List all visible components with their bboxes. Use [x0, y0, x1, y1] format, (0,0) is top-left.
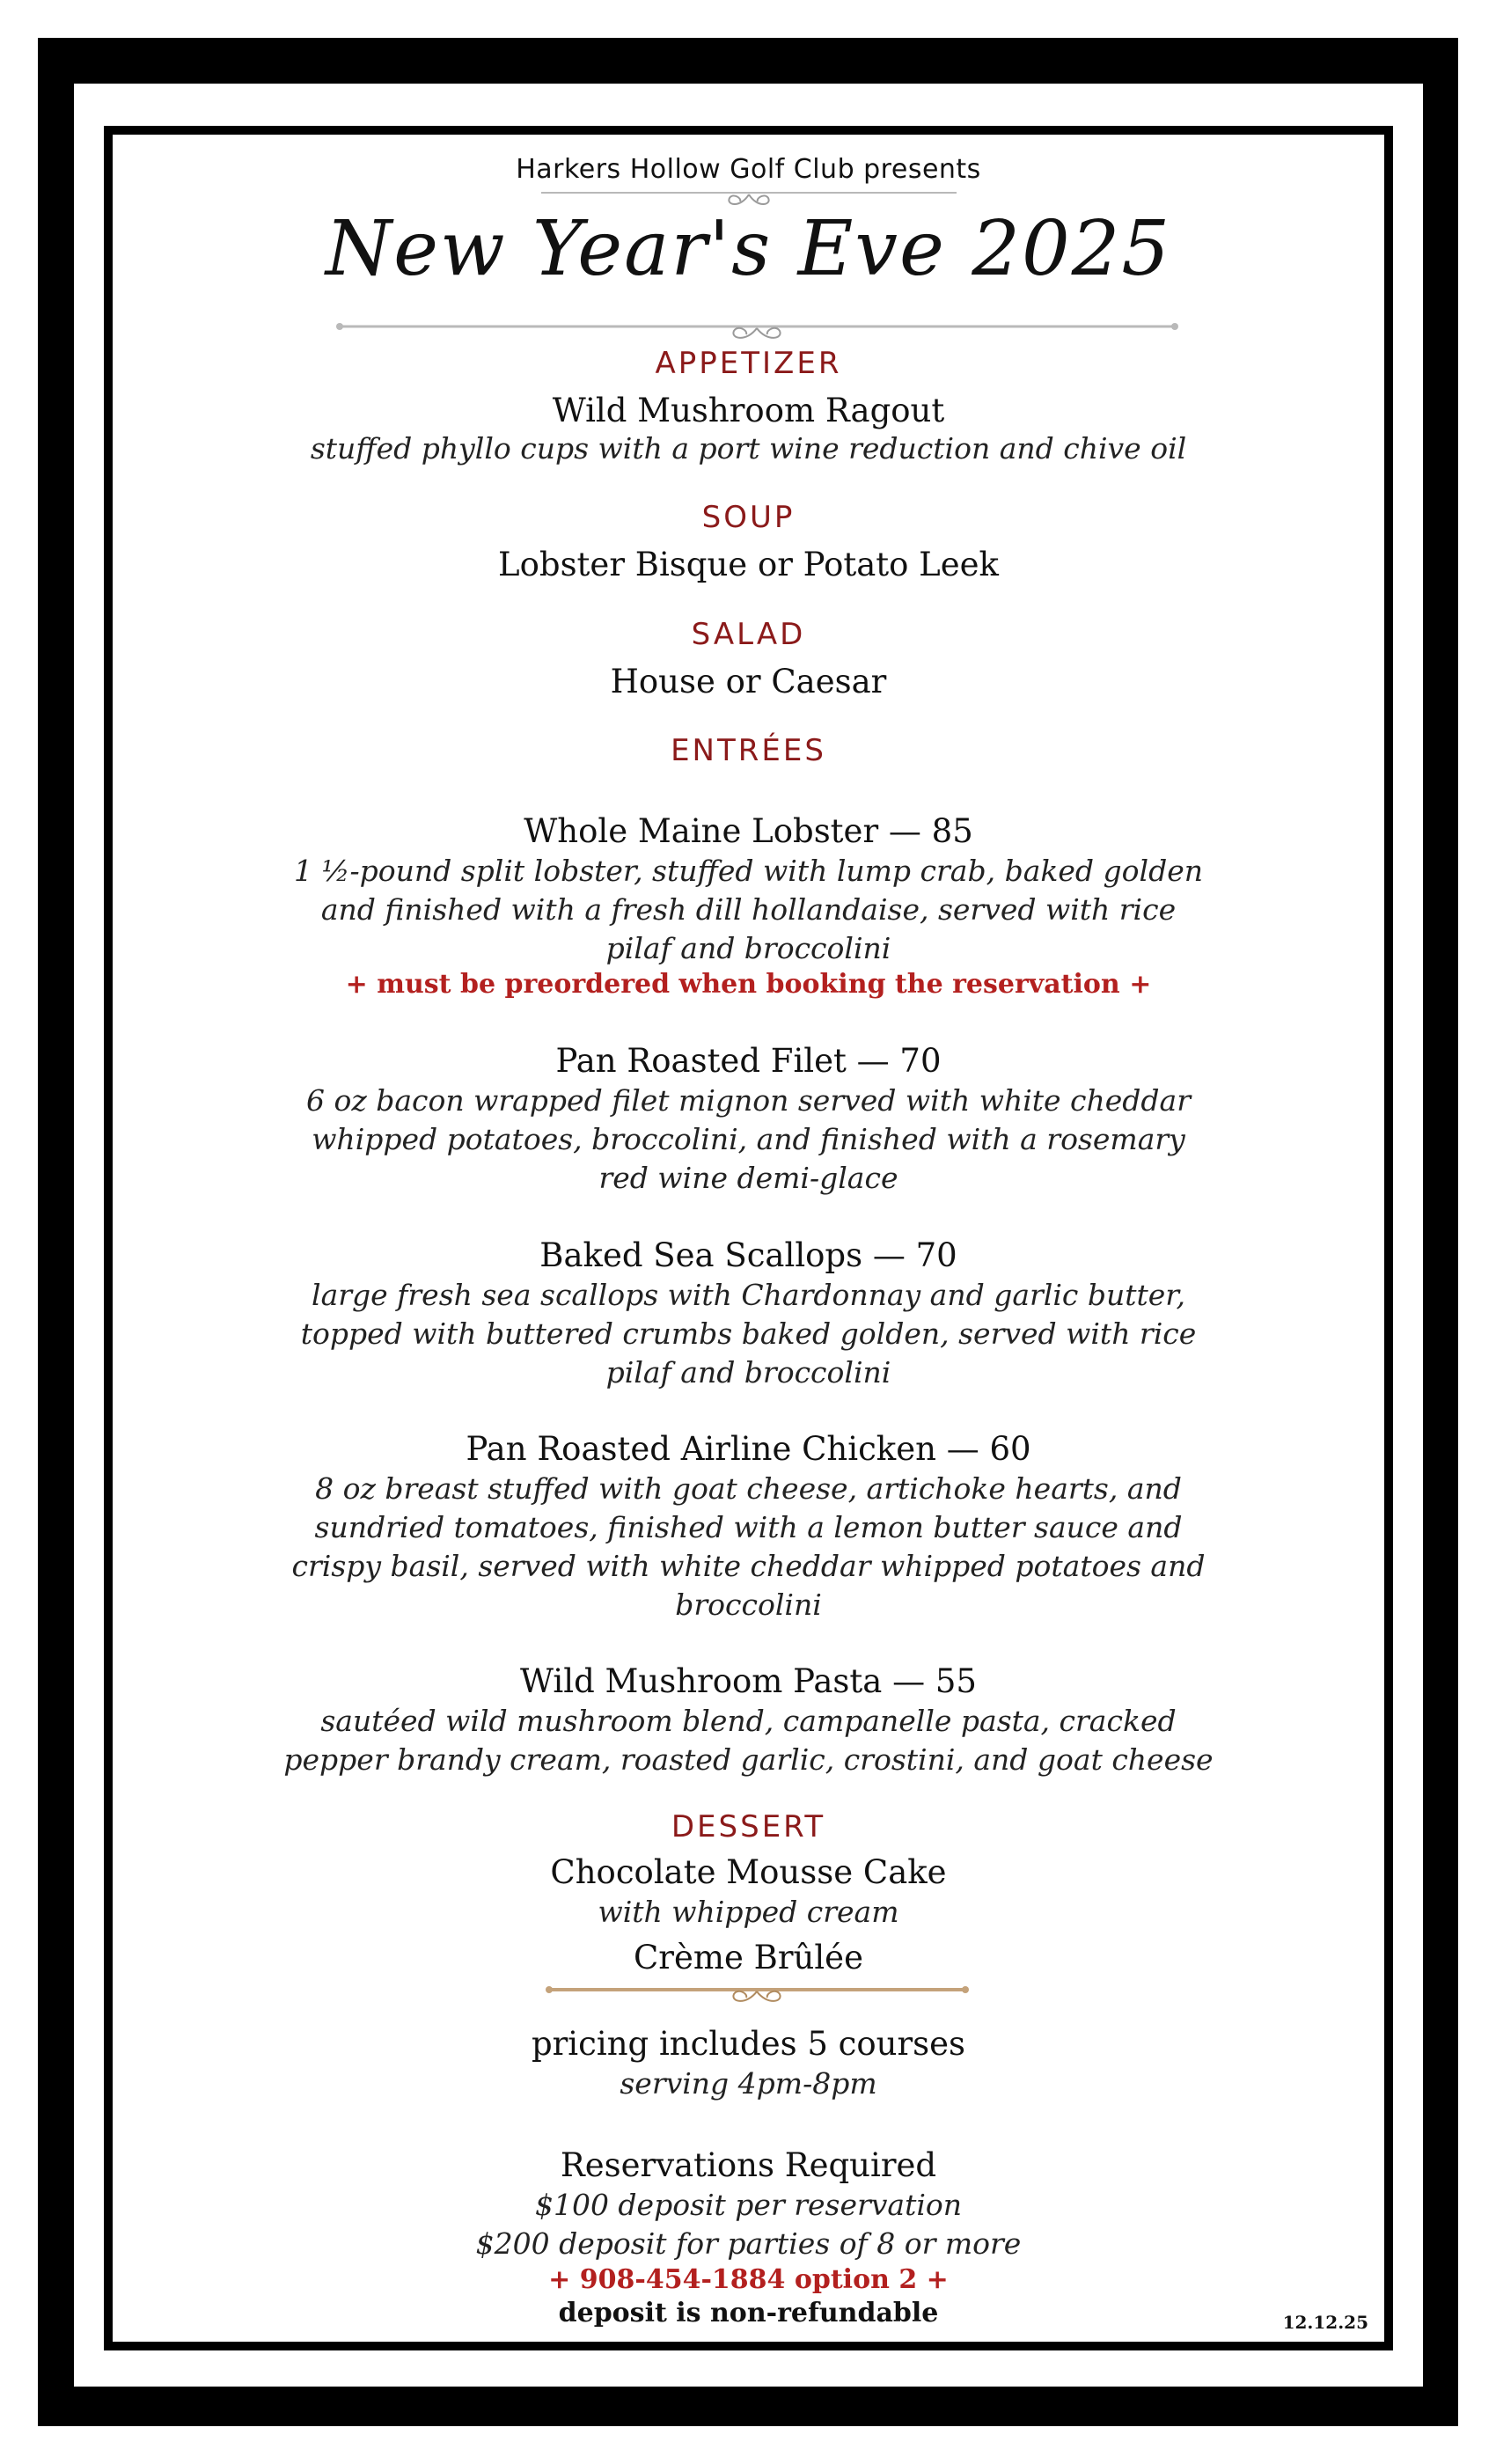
entree-item-desc-line: red wine demi-glace [598, 1161, 898, 1195]
menu-card [104, 126, 1393, 2350]
entree-item-desc-line: large fresh sea scallops with Chardonnay and garlic butter, [312, 1278, 1185, 1312]
dessert-item-name: Chocolate Mousse Cake [550, 1853, 947, 1891]
salad-name: House or Caesar [610, 663, 887, 700]
soup-name: Lobster Bisque or Potato Leek [498, 546, 999, 583]
entree-item-desc-line: pepper brandy cream, roasted garlic, crostini, and goat cheese [283, 1742, 1214, 1777]
date-stamp: 12.12.25 [1282, 2312, 1368, 2333]
section-entrees: ENTRÉES [671, 733, 826, 768]
pricing-line: pricing includes 5 courses [531, 2025, 966, 2063]
appetizer-desc: stuffed phyllo cups with a port wine reduction and chive oil [310, 431, 1187, 466]
section-salad: SALAD [691, 617, 806, 652]
party-deposit: $200 deposit for parties of 8 or more [475, 2226, 1022, 2261]
entree-item-desc-line: 6 oz bacon wrapped filet mignon served with white cheddar [305, 1083, 1192, 1118]
entree-item-desc-line: pilaf and broccolini [605, 931, 891, 965]
section-dessert: DESSERT [671, 1809, 826, 1844]
entree-item-desc-line: crispy basil, served with white cheddar whipped potatoes and [291, 1549, 1206, 1583]
deposit-policy: deposit is non-refundable [558, 2298, 939, 2328]
dessert-item-name: Crème Brûlée [634, 1939, 863, 1976]
serving-hours: serving 4pm-8pm [620, 2066, 877, 2101]
reservations-heading: Reservations Required [560, 2146, 937, 2184]
entree-item-desc-line: and finished with a fresh dill hollandaise, served with rice [320, 892, 1177, 927]
appetizer-name: Wild Mushroom Ragout [552, 392, 945, 429]
ornament-divider-gold [544, 1983, 971, 2006]
preorder-note: + must be preordered when booking the reservation + [345, 969, 1152, 1000]
reservation-deposit: $100 deposit per reservation [534, 2188, 963, 2222]
entree-item-desc-line: sautéed wild mushroom blend, campanelle pasta, cracked [320, 1704, 1177, 1738]
entree-item-name: Pan Roasted Filet — 70 [555, 1042, 942, 1080]
dessert-item-desc: with whipped cream [598, 1895, 899, 1929]
event-title: New Year's Eve 2025 [325, 205, 1172, 293]
entree-item-name: Whole Maine Lobster — 85 [524, 812, 973, 850]
entree-item-desc-line: whipped potatoes, broccolini, and finished with a rosemary [312, 1122, 1185, 1156]
entree-item-desc-line: topped with buttered crumbs baked golden, served with rice [300, 1316, 1197, 1351]
presenter-line: Harkers Hollow Golf Club presents [516, 154, 981, 185]
entree-item-desc-line: broccolini [675, 1588, 822, 1622]
reservation-phone[interactable]: + 908-454-1884 option 2 + [548, 2264, 949, 2295]
entree-item-name: Pan Roasted Airline Chicken — 60 [466, 1430, 1031, 1468]
entree-item-desc-line: sundried tomatoes, finished with a lemon butter sauce and [314, 1510, 1183, 1544]
section-soup: SOUP [701, 500, 796, 535]
ornament-divider-title [333, 319, 1182, 344]
entree-item-desc-line: 8 oz breast stuffed with goat cheese, artichoke hearts, and [315, 1471, 1182, 1506]
section-appetizer: APPETIZER [655, 346, 842, 381]
entree-item-name: Wild Mushroom Pasta — 55 [520, 1662, 977, 1700]
entree-item-desc-line: pilaf and broccolini [605, 1355, 891, 1390]
entree-item-desc-line: 1 ½-pound split lobster, stuffed with lump crab, baked golden [294, 854, 1203, 888]
entree-item-name: Baked Sea Scallops — 70 [539, 1236, 957, 1274]
